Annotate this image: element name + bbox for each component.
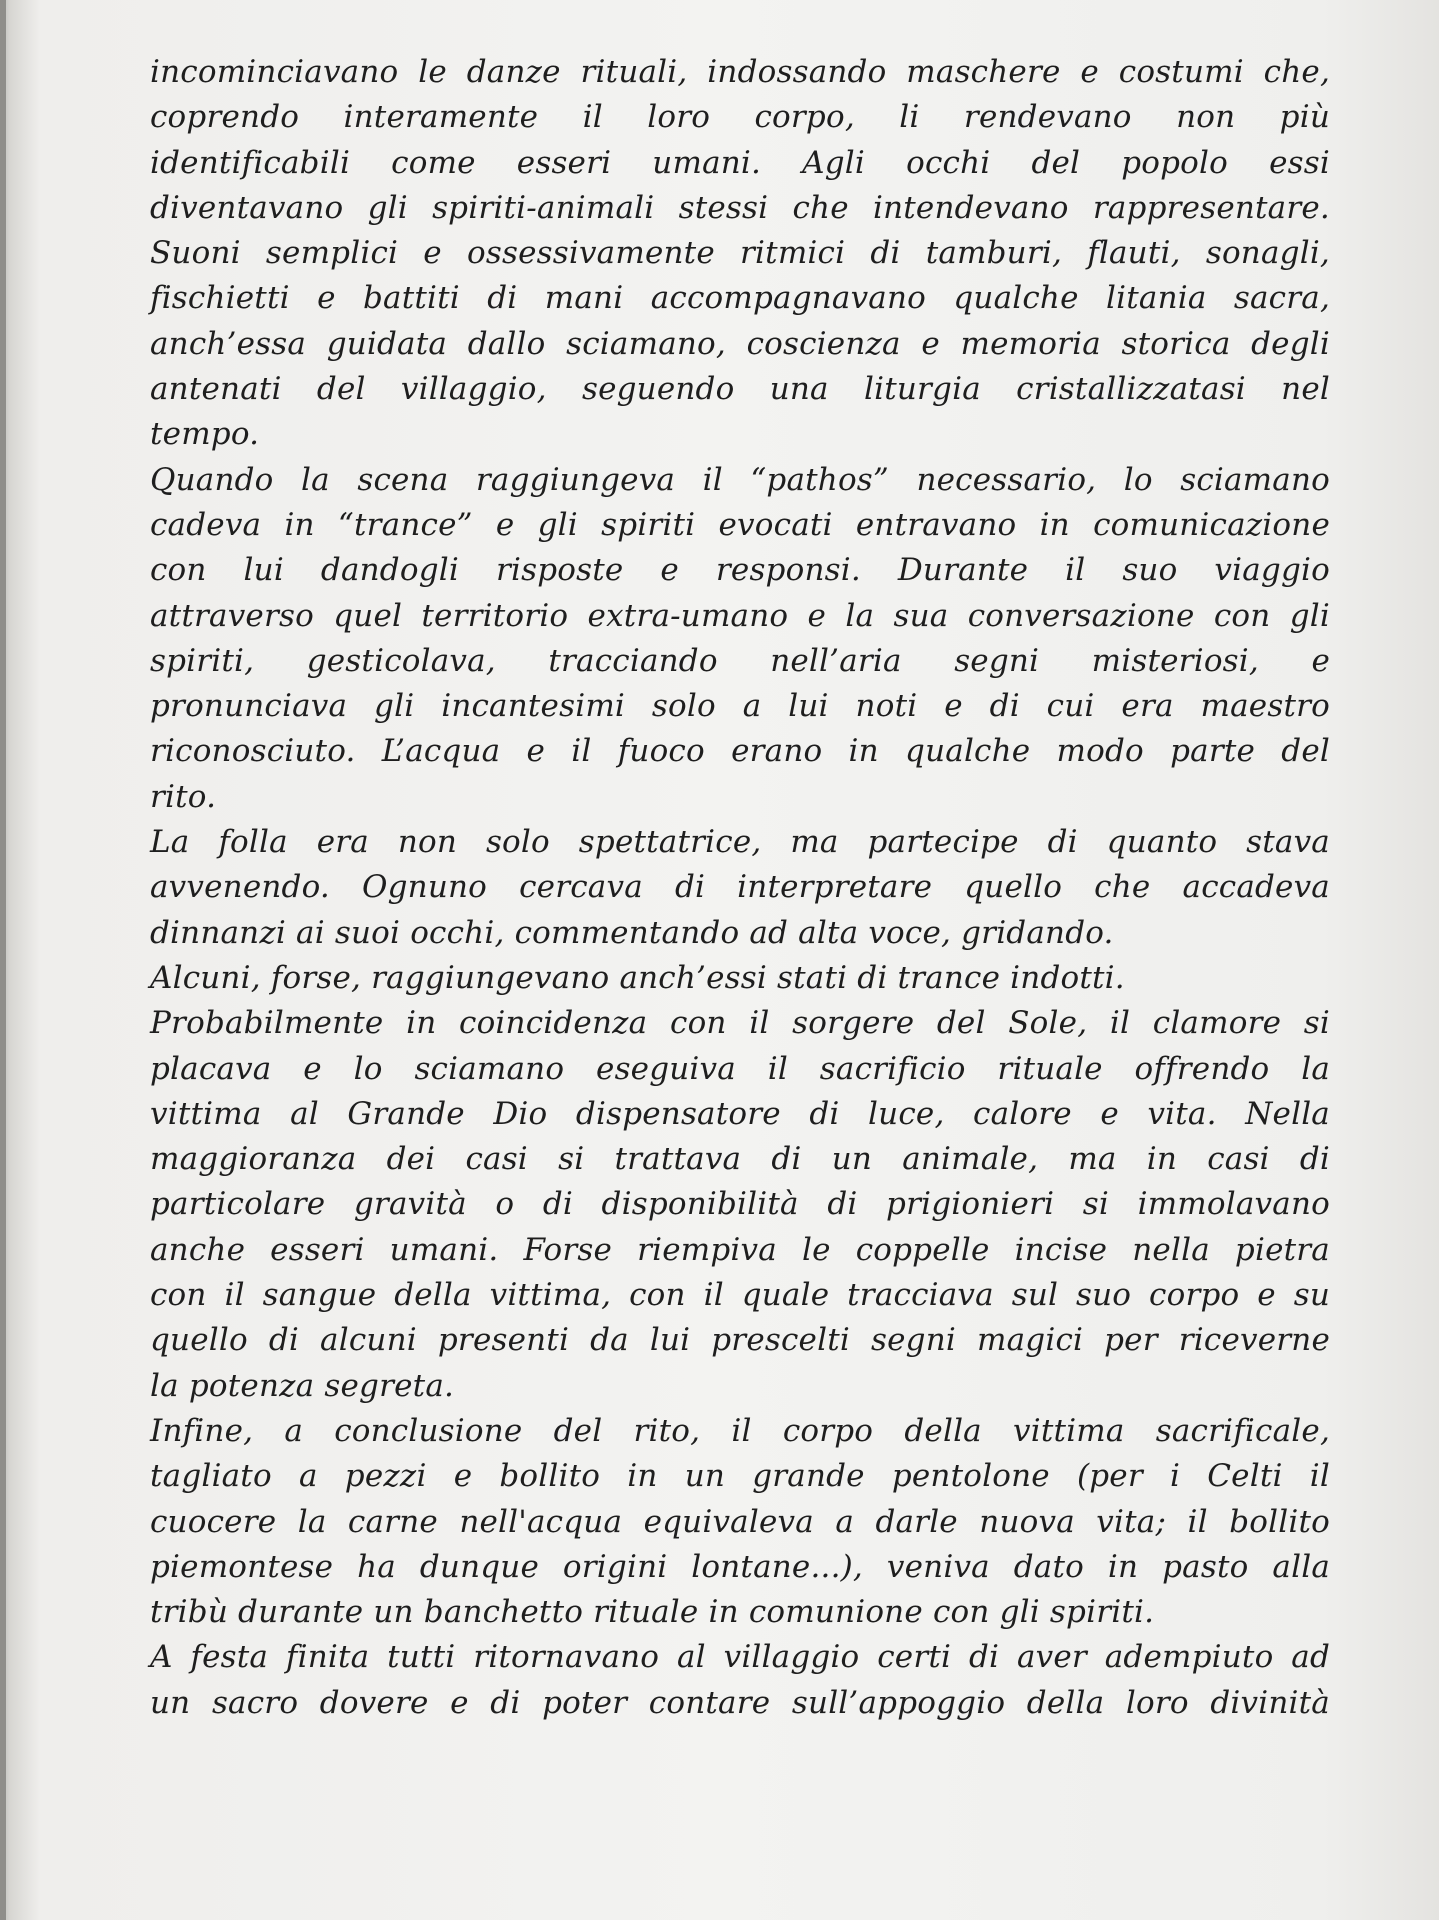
- text-line: tribù durante un banchetto rituale in comunione con gli spiriti.: [150, 1594, 1155, 1631]
- text-line: avvenendo. Ognuno cercava di interpretare quello che accadeva: [150, 869, 1330, 906]
- text-line: identificabili come esseri umani. Agli occhi del popolo essi: [150, 144, 1330, 181]
- text-line: cadeva in “trance” e gli spiriti evocati entravano in comunicazione: [150, 506, 1330, 543]
- text-line: attraverso quel territorio extra-umano e la sua conversazione con gli: [150, 597, 1330, 634]
- text-line: vittima al Grande Dio dispensatore di luce, calore e vita. Nella: [150, 1095, 1330, 1132]
- text-line: Probabilmente in coincidenza con il sorgere del Sole, il clamore si: [150, 1005, 1330, 1042]
- text-line: piemontese ha dunque origini lontane...), veniva dato in pasto alla: [150, 1548, 1330, 1585]
- body-text: [150, 50, 1330, 1726]
- text-line: Quando la scena raggiungeva il “pathos” necessario, lo sciamano: [150, 461, 1330, 498]
- text-line: rito.: [150, 778, 217, 815]
- text-line: cuocere la carne nell'acqua equivaleva a darle nuova vita; il bollito: [150, 1503, 1330, 1540]
- text-line: un sacro dovere e di poter contare sull’appoggio della loro divinità: [150, 1684, 1330, 1721]
- text-line: Alcuni, forse, raggiungevano anch’essi stati di trance indotti.: [150, 959, 1125, 996]
- text-line: spiriti, gesticolava, tracciando nell’aria segni misteriosi, e: [150, 642, 1330, 679]
- text-line: anch’essa guidata dallo sciamano, coscienza e memoria storica degli: [150, 325, 1330, 362]
- text-line: riconosciuto. L’acqua e il fuoco erano in qualche modo parte del: [150, 733, 1330, 770]
- text-line: anche esseri umani. Forse riempiva le coppelle incise nella pietra: [150, 1231, 1330, 1268]
- text-line: placava e lo sciamano eseguiva il sacrificio rituale offrendo la: [150, 1050, 1330, 1087]
- text-line: la potenza segreta.: [150, 1367, 455, 1404]
- text-line: dinnanzi ai suoi occhi, commentando ad alta voce, gridando.: [150, 914, 1114, 951]
- text-line: particolare gravità o di disponibilità di prigionieri si immolavano: [150, 1186, 1330, 1223]
- text-line: La folla era non solo spettatrice, ma partecipe di quanto stava: [150, 824, 1330, 861]
- text-line: Infine, a conclusione del rito, il corpo della vittima sacrificale,: [150, 1412, 1330, 1449]
- text-line: con lui dandogli risposte e responsi. Durante il suo viaggio: [150, 552, 1330, 589]
- text-line: maggioranza dei casi si trattava di un animale, ma in casi di: [150, 1141, 1330, 1178]
- text-line: Suoni semplici e ossessivamente ritmici di tamburi, flauti, sonagli,: [150, 235, 1330, 272]
- text-line: diventavano gli spiriti-animali stessi che intendevano rappresentare.: [150, 189, 1330, 226]
- text-line: fischietti e battiti di mani accompagnavano qualche litania sacra,: [150, 280, 1330, 317]
- text-line: tagliato a pezzi e bollito in un grande pentolone (per i Celti il: [150, 1458, 1330, 1495]
- text-line: incominciavano le danze rituali, indossando maschere e costumi che,: [150, 54, 1330, 90]
- text-line: tempo.: [150, 416, 260, 453]
- page-binding-edge: [0, 0, 6, 1920]
- text-line: coprendo interamente il loro corpo, li rendevano non più: [150, 99, 1330, 136]
- text-line: con il sangue della vittima, con il quale tracciava sul suo corpo e su: [150, 1277, 1330, 1314]
- text-line: quello di alcuni presenti da lui prescelti segni magici per riceverne: [150, 1322, 1330, 1359]
- text-line: A festa finita tutti ritornavano al villaggio certi di aver adempiuto ad: [150, 1639, 1330, 1676]
- text-line: pronunciava gli incantesimi solo a lui noti e di cui era maestro: [150, 688, 1330, 725]
- text-line: antenati del villaggio, seguendo una liturgia cristallizzatasi nel: [150, 371, 1330, 408]
